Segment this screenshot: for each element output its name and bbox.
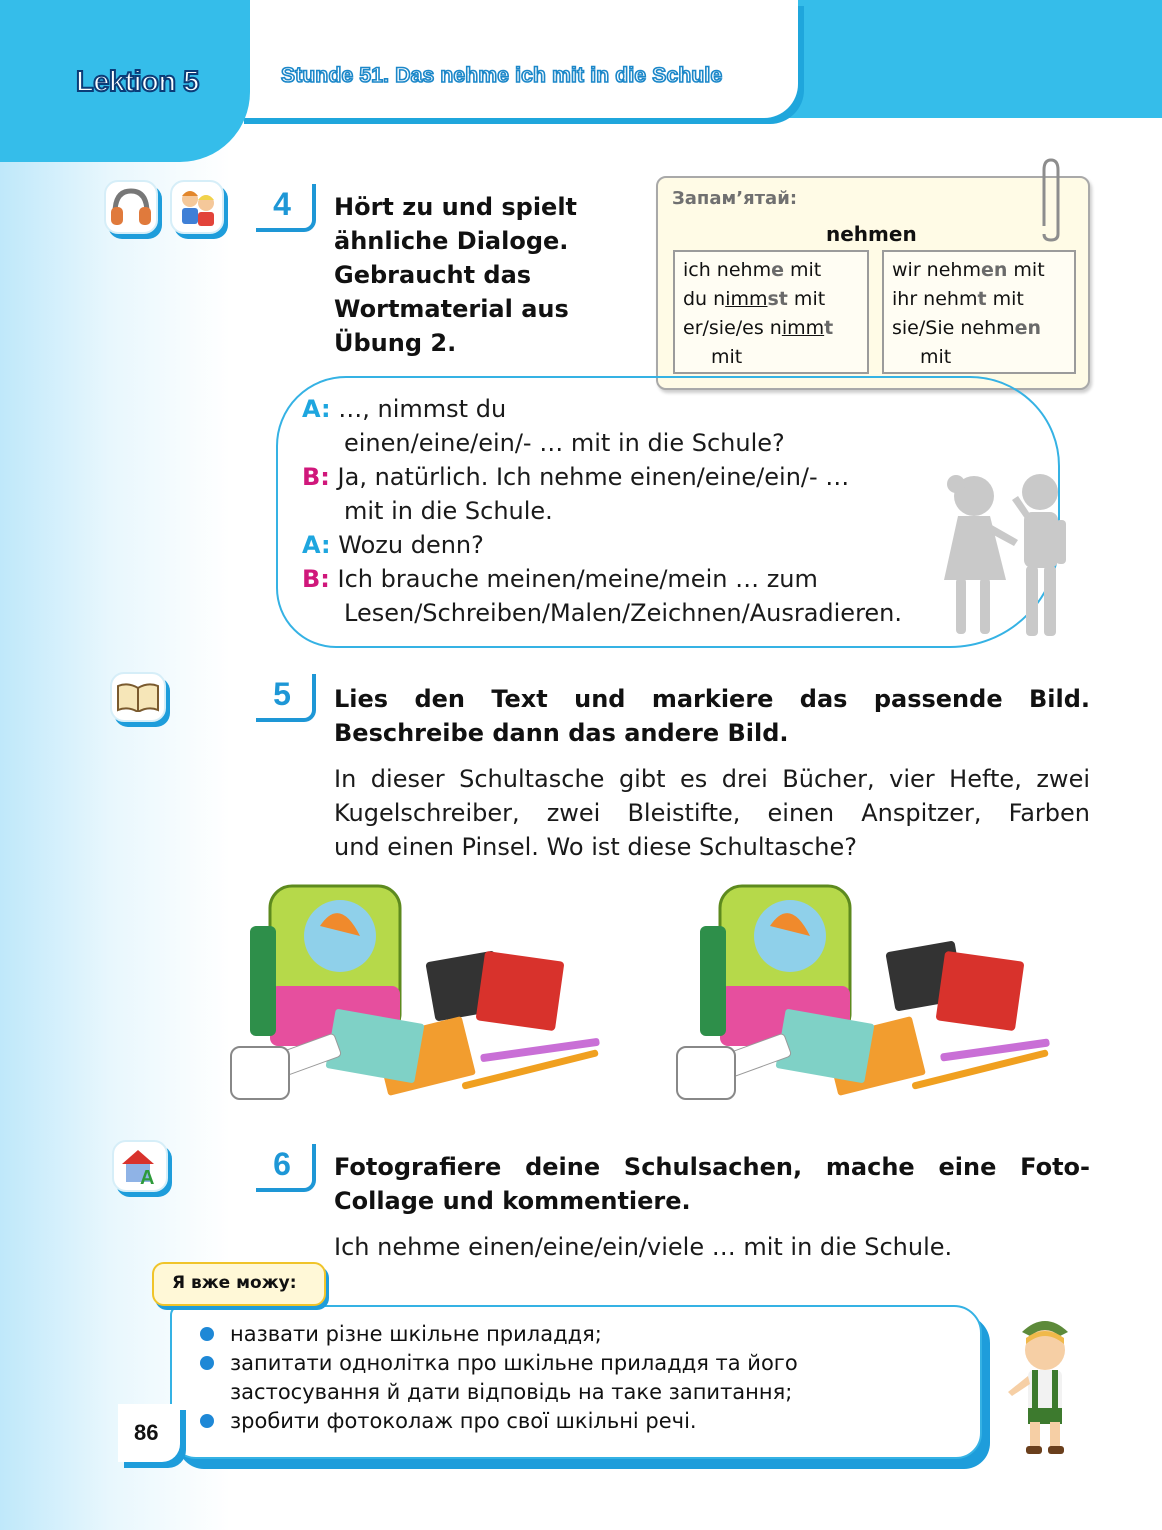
bullet-icon [200, 1356, 214, 1370]
svg-text:A: A [140, 1167, 155, 1186]
conj-line: sie/Sie nehmen [892, 317, 1042, 339]
exercise-4-task [334, 190, 577, 360]
conj-line: wir nehmen mit [892, 259, 1045, 281]
bullet-icon [200, 1414, 214, 1428]
exercise-5-text [334, 762, 1090, 864]
conjugation-plural [882, 250, 1076, 374]
list-item: запитати однолітка про шкільне приладдя та його [200, 1349, 798, 1378]
paperclip-icon [1036, 156, 1066, 248]
house-letters-icon [112, 1140, 168, 1192]
task-line: Collage und kommentiere. [334, 1187, 691, 1215]
remember-verb: nehmen [826, 222, 917, 246]
conj-line: mit [711, 346, 743, 368]
text-line: und einen Pinsel. Wo ist diese Schultasche? [334, 833, 858, 861]
text-line: In dieser Schultasche gibt es drei Bücher, vier Hefte, zwei [334, 765, 1090, 793]
task-line: Fotografiere deine Schulsachen, mache eine Foto- [334, 1153, 1090, 1181]
remember-title: Запам’ятай: [672, 188, 798, 209]
bullet-icon [200, 1327, 214, 1341]
list-item: назвати різне шкільне приладдя; [200, 1320, 798, 1349]
dialog-line: B: Ich brauche meinen/meine/mein … zum [302, 565, 818, 593]
dialog-line: mit in die Schule. [344, 497, 553, 525]
can-do-label: Я вже можу: [152, 1262, 326, 1306]
exercise-4-number: 4 [273, 186, 291, 222]
conj-line: er/sie/es nimmt [683, 317, 834, 339]
list-item-continued: застосування й дати відповідь на таке запитання; [230, 1380, 793, 1404]
exercise-5-number: 5 [273, 676, 291, 712]
exercise-6-text: Ich nehme einen/eine/ein/viele … mit in die Schule. [334, 1233, 953, 1261]
list-item: зробити фотоколаж про свої шкільні речі. [200, 1407, 798, 1436]
page-number-badge [118, 1404, 180, 1462]
header-tab [238, 0, 798, 118]
task-line: Wortmaterial aus [334, 295, 569, 323]
conj-line: ich nehme mit [683, 259, 822, 281]
dialog-line: B: Ja, natürlich. Ich nehme einen/eine/ein/- … [302, 463, 850, 491]
exercise-5-task [334, 682, 1090, 750]
dialog [302, 392, 942, 630]
lesson-title: Lektion 5 [76, 66, 199, 98]
task-line: Lies den Text und markiere das passende Bild. [334, 685, 1090, 713]
picture-1-checkbox[interactable] [230, 1046, 290, 1100]
children-icon [170, 180, 224, 234]
exercise-6-task [334, 1150, 1090, 1218]
schoolbag-picture-2 [680, 876, 1080, 1110]
task-line: Gebraucht das [334, 261, 532, 289]
conjugation-singular [673, 250, 869, 374]
task-line: Beschreibe dann das andere Bild. [334, 719, 789, 747]
book-icon [110, 672, 166, 722]
text-line: Kugelschreiber, zwei Bleistifte, einen Anspitzer, Farben [334, 799, 1090, 827]
dialog-line: A: …, nimmst du [302, 395, 507, 423]
conj-line: ihr nehmt mit [892, 288, 1024, 310]
can-do-list [200, 1320, 798, 1436]
dialog-line: einen/eine/ein/- … mit in die Schule? [344, 429, 785, 457]
task-line: Hört zu und spielt [334, 193, 578, 221]
headphones-icon [104, 180, 158, 234]
exercise-6-number: 6 [273, 1146, 291, 1182]
boy-illustration [1000, 1310, 1090, 1464]
task-line: ähnliche Dialoge. [334, 227, 569, 255]
task-line: Übung 2. [334, 329, 457, 357]
page-number: 86 [134, 1420, 159, 1445]
conj-line: mit [920, 346, 952, 368]
dialog-line: A: Wozu denn? [302, 531, 484, 559]
dialog-line: Lesen/Schreiben/Malen/Zeichnen/Ausradieren. [344, 599, 903, 627]
schoolbag-picture-1 [230, 876, 630, 1110]
picture-2-checkbox[interactable] [676, 1046, 736, 1100]
conj-line: du nimmst mit [683, 288, 826, 310]
children-silhouette-illustration [930, 470, 1080, 644]
lesson-subtitle: Stunde 51. Das nehme ich mit in die Schule [281, 64, 723, 87]
